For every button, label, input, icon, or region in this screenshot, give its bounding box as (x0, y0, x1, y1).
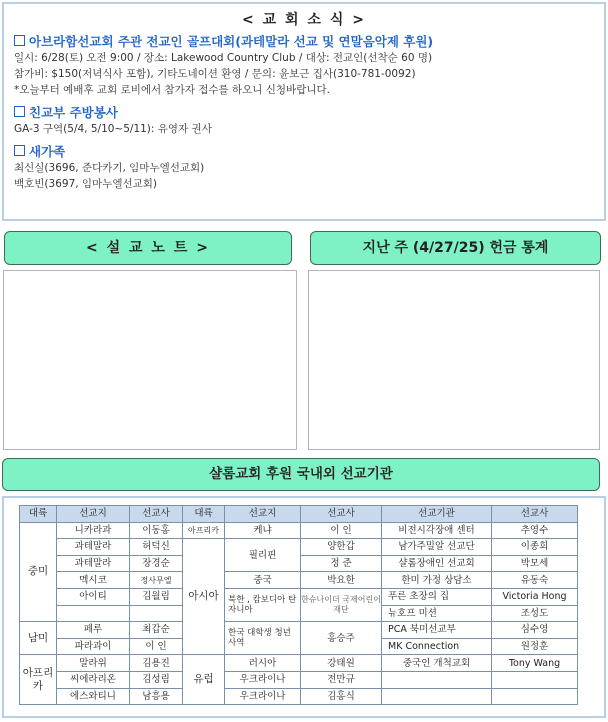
field-cell: 우크라이나 (225, 688, 301, 705)
table-row (20, 539, 578, 556)
missionary-cell: 김월림 (130, 588, 183, 605)
column-header: 선교사 (301, 506, 382, 523)
agency-missionary-cell: 유동숙 (492, 572, 578, 589)
agency-missionary-cell: 조성도 (492, 605, 578, 622)
section-heading-newcomers (14, 142, 65, 160)
newcomer-line-1: 최신실(3696, 준다카기, 임마누엘선교회) (14, 162, 205, 174)
field-cell: 필리핀 (225, 539, 301, 572)
field-cell: 아이티 (57, 588, 130, 605)
missionary-cell: 이동홍 (130, 522, 183, 539)
missionary-cell: 김홍식 (301, 688, 382, 705)
field-cell: 과테말라 (57, 539, 130, 556)
field-cell: 멕시코 (57, 572, 130, 589)
field-cell (57, 605, 130, 622)
table-row (20, 572, 578, 589)
agency-cell: 비전시각장애 센터 (382, 522, 492, 539)
agency-cell: PCA 북미선교부 (382, 622, 492, 639)
golf-line-3: *오늘부터 예배후 교회 로비에서 참가자 접수를 하오니 신청바랍니다. (14, 84, 330, 96)
agency-missionary-cell: 원정훈 (492, 638, 578, 655)
checkbox-square-icon (14, 106, 25, 117)
offering-stats-area (308, 270, 600, 450)
column-header: 선교사 (492, 506, 578, 523)
missionary-cell: 전만규 (301, 671, 382, 688)
column-header: 선교지 (225, 506, 301, 523)
agency-missionary-cell: Victoria Hong (492, 588, 578, 605)
field-cell: 우크라이나 (225, 671, 301, 688)
field-cell: 씨에라리온 (57, 671, 130, 688)
missionary-cell (130, 605, 183, 622)
missionary-cell: 이 인 (301, 522, 382, 539)
missions-table-panel (2, 496, 606, 718)
agency-cell (382, 688, 492, 705)
missions-header: 샬롬교회 후원 국내외 선교기관 (2, 458, 600, 491)
agency-missionary-cell: 박모세 (492, 555, 578, 572)
field-cell: 북한 , 캄보디아 탄자니아 (225, 588, 301, 621)
agency-cell: 한미 가정 상담소 (382, 572, 492, 589)
column-header: 선교지 (57, 506, 130, 523)
sermon-note-area[interactable] (3, 270, 297, 450)
newcomer-line-2: 백호빈(3697, 임마누엘선교회) (14, 178, 158, 190)
agency-cell (382, 671, 492, 688)
table-header-row (20, 506, 578, 523)
golf-heading-text: 아브라함선교회 주관 전교인 골프대회(과테말라 선교 및 연말음악제 후원) (29, 34, 434, 49)
golf-line-2: 참가비: $150(저녁식사 포함), 기타도네이션 환영 / 문의: 윤보근 집사(310-781-0092) (14, 68, 416, 80)
table-row (20, 522, 578, 539)
missionary-cell: 허덕신 (130, 539, 183, 556)
table-row (20, 655, 578, 672)
agency-cell: 뉴호프 미션 (382, 605, 492, 622)
missionary-cell: 양한갑 (301, 539, 382, 556)
church-news-panel (2, 2, 606, 221)
section-heading-golf (14, 32, 433, 50)
table-row (20, 588, 578, 605)
kitchen-line-1: GA-3 구역(5/4, 5/10~5/11): 유영자 권사 (14, 123, 212, 135)
golf-line-1: 일시: 6/28(토) 오전 9:00 / 장소: Lakewood Country Club / 대상: 전교인(선착순 60 명) (14, 52, 433, 64)
field-cell: 과테말라 (57, 555, 130, 572)
missionary-cell: 홍승주 (301, 622, 382, 655)
checkbox-square-icon (14, 145, 25, 156)
section-heading-kitchen (14, 103, 118, 121)
field-cell: 니카라과 (57, 522, 130, 539)
agency-missionary-cell: 이종희 (492, 539, 578, 556)
agency-cell: 샬롬장애인 선교회 (382, 555, 492, 572)
kitchen-heading-text: 친교부 주방봉사 (29, 105, 118, 120)
news-title: < 교 회 소 식 > (242, 12, 366, 28)
field-cell: 중국 (225, 572, 301, 589)
column-header: 대륙 (20, 506, 57, 523)
missionary-cell: 정사무엘 (130, 572, 183, 589)
missionary-cell: 남흥용 (130, 688, 183, 705)
region-cell: 남미 (20, 622, 57, 655)
field-cell: 에스와티니 (57, 688, 130, 705)
agency-missionary-cell (492, 671, 578, 688)
table-row (20, 622, 578, 639)
column-header: 선교기관 (382, 506, 492, 523)
agency-missionary-cell: 추영수 (492, 522, 578, 539)
region-cell: 유럽 (183, 655, 225, 705)
missionary-cell: 정 준 (301, 555, 382, 572)
checkbox-square-icon (14, 35, 25, 46)
missionary-cell: 김성림 (130, 671, 183, 688)
field-cell: 파라과이 (57, 638, 130, 655)
missionary-cell: 한슈나이더 국제어린이 재단 (301, 588, 382, 621)
missionary-cell: 박요한 (301, 572, 382, 589)
column-header: 선교사 (130, 506, 183, 523)
missionary-cell: 이 인 (130, 638, 183, 655)
agency-cell: MK Connection (382, 638, 492, 655)
agency-missionary-cell (492, 688, 578, 705)
table-row (20, 688, 578, 705)
agency-cell: 중국인 개척교회 (382, 655, 492, 672)
table-row (20, 671, 578, 688)
field-cell: 말라위 (57, 655, 130, 672)
agency-missionary-cell: Tony Wang (492, 655, 578, 672)
agency-cell: 푸른 초장의 집 (382, 588, 492, 605)
region-cell: 아프리카 (183, 522, 225, 539)
missionary-cell: 강태원 (301, 655, 382, 672)
missions-table (19, 505, 578, 705)
missionary-cell: 최갑순 (130, 622, 183, 639)
agency-missionary-cell: 심수영 (492, 622, 578, 639)
field-cell: 케냐 (225, 522, 301, 539)
offering-stats-header: 지난 주 (4/27/25) 헌금 통계 (310, 231, 601, 265)
sermon-note-header: < 설 교 노 트 > (4, 231, 292, 265)
field-cell: 러시아 (225, 655, 301, 672)
field-cell: 한국 대학생 청년 사역 (225, 622, 301, 655)
newcomers-heading-text: 새가족 (29, 144, 66, 159)
missionary-cell: 장경순 (130, 555, 183, 572)
region-cell: 아프리카 (20, 655, 57, 705)
field-cell: 페루 (57, 622, 130, 639)
agency-cell: 남가주밀알 선교단 (382, 539, 492, 556)
region-cell: 아시아 (183, 539, 225, 655)
region-cell: 중미 (20, 522, 57, 622)
missionary-cell: 김용진 (130, 655, 183, 672)
column-header: 대륙 (183, 506, 225, 523)
